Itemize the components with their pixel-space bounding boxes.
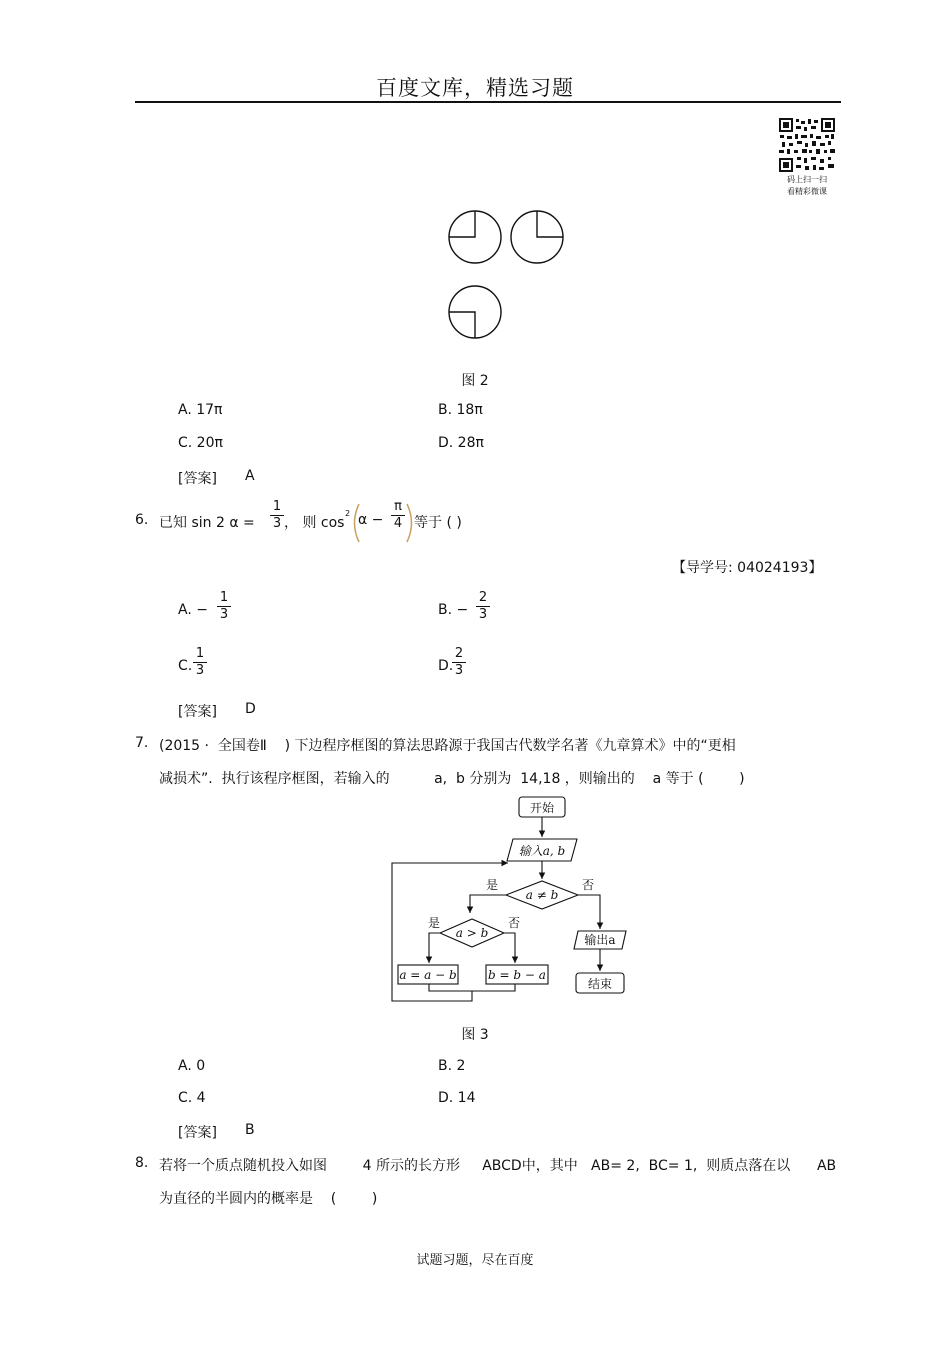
header-divider [135, 101, 841, 103]
q6-option-a-fraction [217, 591, 231, 622]
q6-answer: D [245, 701, 256, 717]
q6-frac2-denominator: 4 [393, 516, 403, 531]
page-footer: 试题习题，尽在百度 [416, 1253, 534, 1268]
flow-start-label: 开始 [529, 801, 555, 815]
q7-option-a: A. 0 [178, 1058, 206, 1074]
q5-answer-label: [答案] [178, 471, 217, 487]
q7-answer: B [245, 1122, 255, 1138]
q6-option-d-numerator: 2 [454, 646, 464, 661]
q7-option-c: C. 4 [178, 1090, 206, 1106]
q7-answer-label: [答案] [178, 1125, 217, 1141]
flow-assign2-label: b = b − a [488, 968, 546, 982]
q6-text-post: 等于 ( ) [414, 515, 462, 531]
q5-option-a: A. 17π [178, 402, 223, 418]
q6-frac1-denominator: 3 [272, 516, 282, 531]
q5-option-d: D. 28π [438, 435, 484, 451]
flow-input-label: 输入a, b [518, 844, 566, 858]
q5-option-b: B. 18π [438, 402, 483, 418]
q6-option-c-label: C. [178, 658, 193, 674]
q6-option-a-label: A. − [178, 602, 208, 618]
flow-yes1-label: 是 [485, 878, 499, 892]
flow-yes2-label: 是 [427, 916, 441, 930]
q7-line-1: (2015 · 全国卷Ⅱ ) 下边程序框图的算法思路源于我国古代数学名著《九章算术》中的“更相 [159, 738, 736, 754]
figure-2-three-views [440, 205, 570, 345]
q7-option-b: B. 2 [438, 1058, 466, 1074]
q8-line-2: 为直径的半圆内的概率是 ( ) [159, 1191, 378, 1207]
q6-option-d-denominator: 3 [454, 663, 464, 678]
q6-text-mid: ， 则 cos [284, 515, 345, 531]
q6-frac2-numerator: π [394, 499, 402, 514]
figure-3-caption: 图 3 [461, 1027, 489, 1043]
flow-cond2-label: a > b [455, 926, 489, 940]
q6-fraction-1 [270, 500, 284, 531]
q6-text-pre: 已知 sin 2 α = [159, 515, 255, 531]
q6-fraction-2 [391, 500, 405, 531]
q8-number: 8. [135, 1155, 149, 1171]
q6-option-d-fraction [452, 647, 466, 678]
flow-output-label: 输出a [584, 933, 616, 947]
qr-caption-2: 看精彩微课 [787, 187, 827, 196]
flow-end-label: 结束 [587, 977, 613, 991]
q7-option-d: D. 14 [438, 1090, 476, 1106]
flow-cond1-label: a ≠ b [525, 888, 559, 902]
q6-option-a-denominator: 3 [219, 607, 229, 622]
q5-option-c: C. 20π [178, 435, 223, 451]
q6-option-b-fraction [476, 591, 490, 622]
q5-answer: A [245, 468, 255, 484]
q6-option-c-denominator: 3 [195, 663, 205, 678]
q7-number: 7. [135, 735, 149, 751]
q6-option-c-fraction [193, 647, 207, 678]
q6-option-b-denominator: 3 [478, 607, 488, 622]
q8-line-1: 若将一个质点随机投入如图 4 所示的长方形 ABCD中，其中 AB= 2, BC= 1, 则质点落在以 AB [159, 1158, 837, 1174]
q6-paren-content: α − [358, 512, 384, 528]
q6-option-d-label: D. [438, 658, 454, 674]
flow-assign1-label: a = a − b [399, 968, 457, 982]
q6-superscript: 2 [345, 509, 351, 518]
q6-answer-label: [答案] [178, 704, 217, 720]
q6-frac1-numerator: 1 [272, 499, 282, 514]
figure-2-caption: 图 2 [461, 373, 489, 389]
flow-no2-label: 否 [507, 916, 521, 930]
page-header-title: 百度文库，精选习题 [376, 76, 574, 100]
q6-number: 6. [135, 512, 149, 528]
q6-option-c-numerator: 1 [195, 646, 205, 661]
q6-guide-number: 【导学号: 04024193】 [672, 560, 823, 576]
q6-option-a-numerator: 1 [219, 590, 229, 605]
q6-option-b-numerator: 2 [478, 590, 488, 605]
q6-option-b-label: B. − [438, 602, 469, 618]
flow-no1-label: 否 [581, 878, 595, 892]
q7-line-2: 减损术”. 执行该程序框图，若输入的 a, b 分别为 14,18 ，则输出的 a 等于 ( ) [159, 771, 745, 787]
qr-caption-1: 码上扫一扫 [787, 175, 827, 184]
qr-code-icon [778, 117, 836, 173]
figure-3-flowchart [388, 795, 628, 1007]
